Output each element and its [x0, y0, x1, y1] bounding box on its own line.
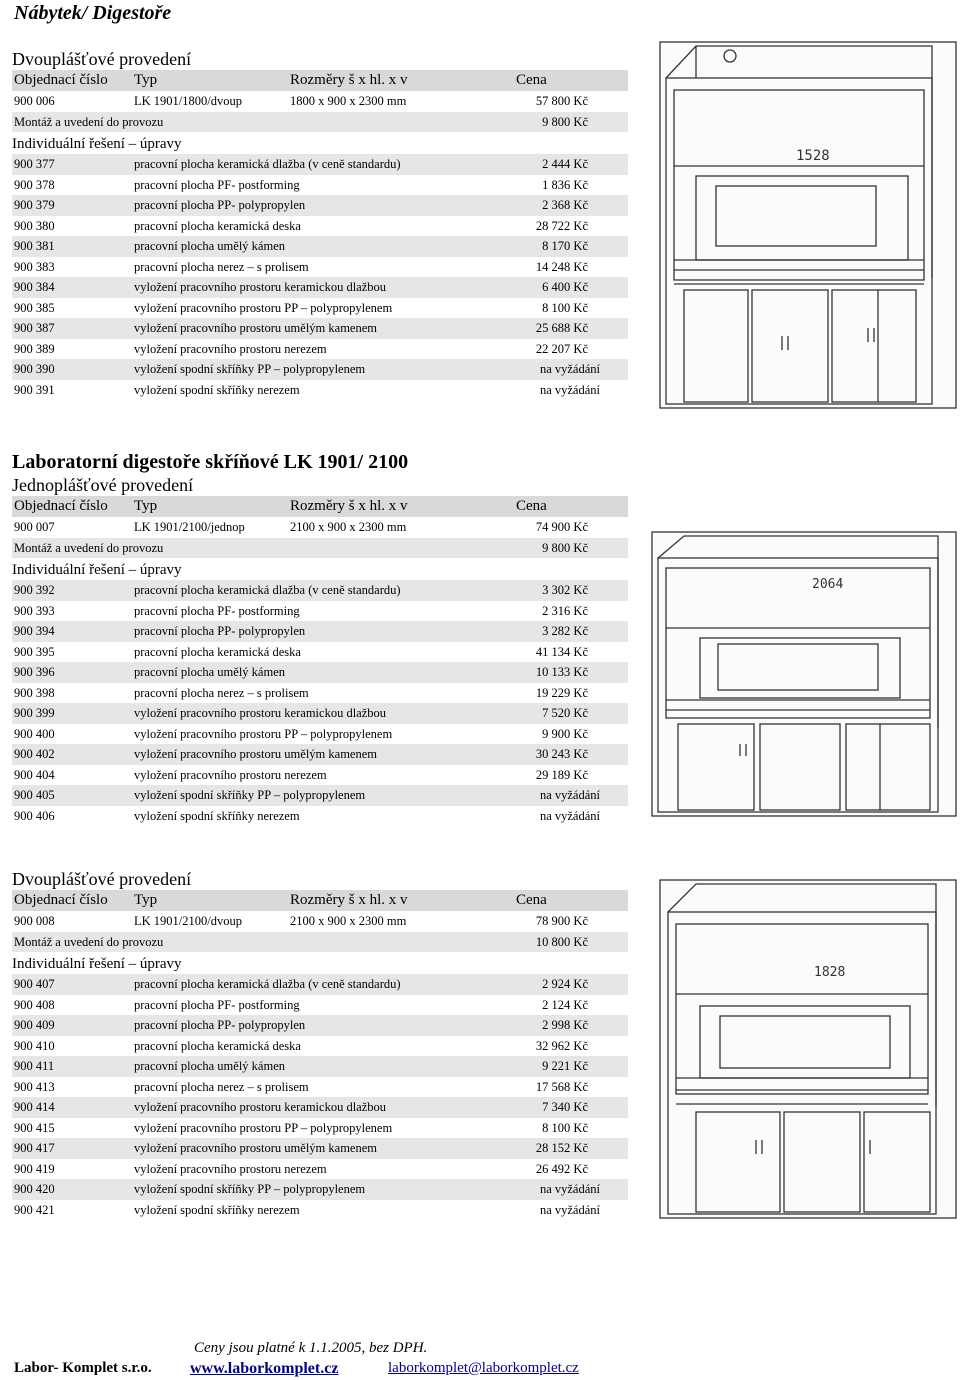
section-dvoupl-1800 [12, 48, 628, 400]
option-row [12, 277, 628, 298]
option-code: 900 381 [14, 239, 55, 253]
option-code: 900 389 [14, 341, 55, 356]
option-row [12, 154, 628, 175]
option-price: 30 243 Kč [535, 747, 588, 761]
option-row [12, 601, 628, 622]
option-description: pracovní plocha PP- polypropylen [134, 198, 306, 212]
option-description: vyložení spodní skříňky nerezem [134, 1202, 300, 1217]
option-description: vyložení pracovního prostoru PP – polypropylenem [134, 1120, 393, 1135]
install-row [12, 538, 628, 559]
table-header [12, 496, 628, 517]
option-row [12, 621, 628, 642]
option-description: pracovní plocha keramická deska [134, 1038, 301, 1053]
table-header [12, 70, 628, 91]
option-code: 900 383 [14, 259, 55, 274]
fume-cupboard-drawing-1528 [656, 38, 960, 412]
option-description: vyložení spodní skříňky PP – polypropylenem [134, 1182, 366, 1196]
option-code: 900 384 [14, 280, 55, 294]
option-code: 900 379 [14, 198, 55, 212]
option-row [12, 1097, 628, 1118]
option-description: pracovní plocha nerez – s prolisem [134, 1079, 309, 1094]
section-jednopl-2100 [12, 450, 628, 826]
option-price: 22 207 Kč [535, 341, 588, 356]
option-description: pracovní plocha keramická dlažba (v ceně standardu) [134, 157, 401, 171]
options-list [12, 974, 628, 1220]
option-code: 900 419 [14, 1161, 55, 1176]
option-code: 900 402 [14, 747, 55, 761]
subsection-heading: Individuální řešení – úpravy [12, 136, 182, 152]
option-row [12, 318, 628, 339]
col-header-dims: Rozměry š x hl. x v [290, 72, 408, 88]
option-price: 17 568 Kč [535, 1079, 588, 1094]
subsection-heading: Individuální řešení – úpravy [12, 956, 182, 972]
price-validity-note: Ceny jsou platné k 1.1.2005, bez DPH. [194, 1340, 428, 1356]
drawing-label: 1828 [814, 965, 846, 980]
option-row [12, 339, 628, 360]
option-code: 900 398 [14, 685, 55, 700]
option-price: 32 962 Kč [535, 1038, 588, 1053]
option-price: na vyžádání [539, 1202, 600, 1217]
option-price: 9 221 Kč [542, 1059, 588, 1073]
fume-cupboard-drawing-2064 [648, 528, 960, 820]
install-price: 9 800 Kč [542, 540, 588, 555]
option-code: 900 395 [14, 644, 55, 659]
option-code: 900 378 [14, 177, 55, 192]
option-price: 19 229 Kč [535, 685, 588, 700]
option-description: pracovní plocha PP- polypropylen [134, 624, 306, 638]
product-row [12, 517, 628, 538]
option-price: 7 520 Kč [542, 706, 588, 720]
option-price: 29 189 Kč [535, 767, 588, 782]
option-code: 900 406 [14, 808, 55, 823]
col-header-type: Typ [134, 892, 158, 908]
option-code: 900 399 [14, 706, 55, 720]
section-main-heading: Laboratorní digestoře skříňové LK 1901/ 2100 [12, 451, 409, 473]
col-header-type: Typ [134, 72, 158, 88]
option-row [12, 683, 628, 704]
option-code: 900 391 [14, 382, 55, 397]
option-price: 3 282 Kč [542, 624, 588, 638]
option-price: 28 152 Kč [535, 1141, 588, 1155]
option-description: vyložení spodní skříňky nerezem [134, 382, 300, 397]
option-row [12, 175, 628, 196]
option-description: vyložení pracovního prostoru keramickou dlažbou [134, 706, 387, 720]
option-row [12, 1159, 628, 1180]
option-code: 900 414 [14, 1100, 55, 1114]
product-row [12, 91, 628, 112]
options-list [12, 154, 628, 400]
option-price: 2 924 Kč [542, 977, 588, 991]
option-price: na vyžádání [539, 362, 600, 376]
option-description: vyložení pracovního prostoru nerezem [134, 767, 327, 782]
option-row [12, 216, 628, 237]
install-label: Montáž a uvedení do provozu [14, 934, 164, 949]
col-header-code: Objednací číslo [14, 892, 108, 908]
option-code: 900 385 [14, 300, 55, 315]
option-description: pracovní plocha keramická dlažba (v ceně standardu) [134, 977, 401, 991]
option-row [12, 359, 628, 380]
option-code: 900 407 [14, 977, 55, 991]
option-price: 2 444 Kč [542, 157, 588, 171]
option-description: vyložení spodní skříňky PP – polypropylenem [134, 788, 366, 802]
product-type: LK 1901/1800/dvoup [134, 94, 242, 108]
website-link[interactable]: www.laborkomplet.cz [190, 1360, 339, 1377]
option-description: pracovní plocha nerez – s prolisem [134, 259, 309, 274]
option-price: 7 340 Kč [542, 1100, 588, 1114]
page-title: Nábytek/ Digestoře [14, 2, 172, 24]
product-dims: 2100 x 900 x 2300 mm [290, 520, 407, 534]
option-row [12, 995, 628, 1016]
option-row [12, 380, 628, 401]
option-price: 8 100 Kč [542, 1120, 588, 1135]
option-code: 900 393 [14, 603, 55, 618]
option-description: vyložení pracovního prostoru umělým kamenem [134, 321, 377, 335]
option-price: 9 900 Kč [542, 726, 588, 741]
option-row [12, 257, 628, 278]
option-row [12, 1179, 628, 1200]
option-description: pracovní plocha PF- postforming [134, 603, 300, 618]
product-dims: 1800 x 900 x 2300 mm [290, 94, 407, 108]
option-price: 2 368 Kč [542, 198, 588, 212]
product-price: 57 800 Kč [535, 94, 588, 108]
option-code: 900 410 [14, 1038, 55, 1053]
option-price: 8 100 Kč [542, 300, 588, 315]
option-row [12, 974, 628, 995]
option-description: pracovní plocha keramická dlažba (v ceně standardu) [134, 583, 401, 597]
option-price: 6 400 Kč [542, 280, 588, 294]
col-header-price: Cena [516, 892, 547, 908]
option-row [12, 785, 628, 806]
col-header-dims: Rozměry š x hl. x v [290, 498, 408, 514]
option-row [12, 1015, 628, 1036]
option-price: na vyžádání [539, 1182, 600, 1196]
option-row [12, 1056, 628, 1077]
install-price: 9 800 Kč [542, 114, 588, 129]
option-description: vyložení spodní skříňky PP – polypropylenem [134, 362, 366, 376]
col-header-price: Cena [516, 72, 547, 88]
option-code: 900 390 [14, 362, 55, 376]
option-description: pracovní plocha PF- postforming [134, 177, 300, 192]
option-row [12, 195, 628, 216]
option-row [12, 806, 628, 827]
option-description: pracovní plocha PP- polypropylen [134, 1018, 306, 1032]
option-description: pracovní plocha umělý kámen [134, 239, 285, 253]
install-label: Montáž a uvedení do provozu [14, 540, 164, 555]
col-header-type: Typ [134, 498, 158, 514]
option-price: 10 133 Kč [535, 665, 588, 679]
option-code: 900 404 [14, 767, 55, 782]
option-row [12, 765, 628, 786]
option-row [12, 1036, 628, 1057]
drawing-label: 2064 [812, 577, 844, 592]
option-code: 900 421 [14, 1202, 55, 1217]
product-type: LK 1901/2100/dvoup [134, 914, 242, 928]
option-code: 900 380 [14, 218, 55, 233]
product-dims: 2100 x 900 x 2300 mm [290, 914, 407, 928]
option-price: na vyžádání [539, 788, 600, 802]
option-row [12, 703, 628, 724]
option-row [12, 1200, 628, 1221]
option-description: vyložení pracovního prostoru keramickou dlažbou [134, 280, 387, 294]
option-code: 900 420 [14, 1182, 55, 1196]
option-code: 900 387 [14, 321, 55, 335]
option-code: 900 405 [14, 788, 55, 802]
option-row [12, 298, 628, 319]
option-description: pracovní plocha keramická deska [134, 644, 301, 659]
option-code: 900 396 [14, 665, 55, 679]
option-code: 900 411 [14, 1059, 55, 1073]
install-label: Montáž a uvedení do provozu [14, 114, 164, 129]
install-price: 10 800 Kč [535, 934, 588, 949]
option-description: vyložení pracovního prostoru PP – polypropylenem [134, 726, 393, 741]
product-row [12, 911, 628, 932]
option-price: na vyžádání [539, 382, 600, 397]
option-row [12, 1138, 628, 1159]
option-code: 900 377 [14, 157, 55, 171]
option-row [12, 724, 628, 745]
install-row [12, 112, 628, 133]
option-description: vyložení pracovního prostoru nerezem [134, 1161, 327, 1176]
option-price: 1 836 Kč [542, 177, 588, 192]
section-heading: Dvouplášťové provedení [12, 49, 192, 69]
subsection-heading: Individuální řešení – úpravy [12, 562, 182, 578]
option-price: 41 134 Kč [535, 644, 588, 659]
option-description: vyložení pracovního prostoru keramickou dlažbou [134, 1100, 387, 1114]
option-row [12, 662, 628, 683]
option-code: 900 417 [14, 1141, 55, 1155]
option-code: 900 413 [14, 1079, 55, 1094]
option-price: 8 170 Kč [542, 239, 588, 253]
section-dvoupl-2100 [12, 868, 628, 1220]
product-code: 900 007 [14, 520, 55, 534]
option-code: 900 400 [14, 726, 55, 741]
option-price: 3 302 Kč [542, 583, 588, 597]
option-price: 2 124 Kč [542, 997, 588, 1012]
company-name: Labor- Komplet s.r.o. [14, 1360, 152, 1376]
option-code: 900 409 [14, 1018, 55, 1032]
option-row [12, 1077, 628, 1098]
option-price: 2 316 Kč [542, 603, 588, 618]
option-description: pracovní plocha PF- postforming [134, 997, 300, 1012]
option-price: 2 998 Kč [542, 1018, 588, 1032]
option-code: 900 394 [14, 624, 55, 638]
section-heading: Dvouplášťové provedení [12, 869, 192, 889]
option-price: 25 688 Kč [535, 321, 588, 335]
option-description: pracovní plocha umělý kámen [134, 1059, 285, 1073]
option-row [12, 236, 628, 257]
email-link[interactable]: laborkomplet@laborkomplet.cz [388, 1360, 579, 1376]
product-type: LK 1901/2100/jednop [134, 520, 245, 534]
col-header-dims: Rozměry š x hl. x v [290, 892, 408, 908]
product-code: 900 008 [14, 914, 55, 928]
option-description: vyložení pracovního prostoru PP – polypropylenem [134, 300, 393, 315]
footer-contacts [14, 1360, 579, 1377]
option-code: 900 415 [14, 1120, 55, 1135]
product-price: 74 900 Kč [535, 520, 588, 534]
option-code: 900 392 [14, 583, 55, 597]
option-description: pracovní plocha keramická deska [134, 218, 301, 233]
option-code: 900 408 [14, 997, 55, 1012]
option-row [12, 580, 628, 601]
col-header-code: Objednací číslo [14, 72, 108, 88]
options-list [12, 580, 628, 826]
section-heading: Jednoplášťové provedení [12, 475, 194, 495]
option-description: vyložení pracovního prostoru umělým kamenem [134, 1141, 377, 1155]
option-description: pracovní plocha nerez – s prolisem [134, 685, 309, 700]
product-price: 78 900 Kč [535, 914, 588, 928]
product-code: 900 006 [14, 94, 55, 108]
fume-cupboard-drawing-1828 [656, 876, 960, 1222]
option-price: 26 492 Kč [535, 1161, 588, 1176]
drawing-label: 1528 [796, 148, 830, 164]
option-row [12, 1118, 628, 1139]
col-header-code: Objednací číslo [14, 498, 108, 514]
install-row [12, 932, 628, 953]
option-description: vyložení pracovního prostoru umělým kamenem [134, 747, 377, 761]
col-header-price: Cena [516, 498, 547, 514]
option-row [12, 744, 628, 765]
option-description: pracovní plocha umělý kámen [134, 665, 285, 679]
table-header [12, 890, 628, 911]
option-price: 28 722 Kč [535, 218, 588, 233]
option-description: vyložení pracovního prostoru nerezem [134, 341, 327, 356]
option-price: 14 248 Kč [535, 259, 588, 274]
option-price: na vyžádání [539, 808, 600, 823]
option-description: vyložení spodní skříňky nerezem [134, 808, 300, 823]
option-row [12, 642, 628, 663]
